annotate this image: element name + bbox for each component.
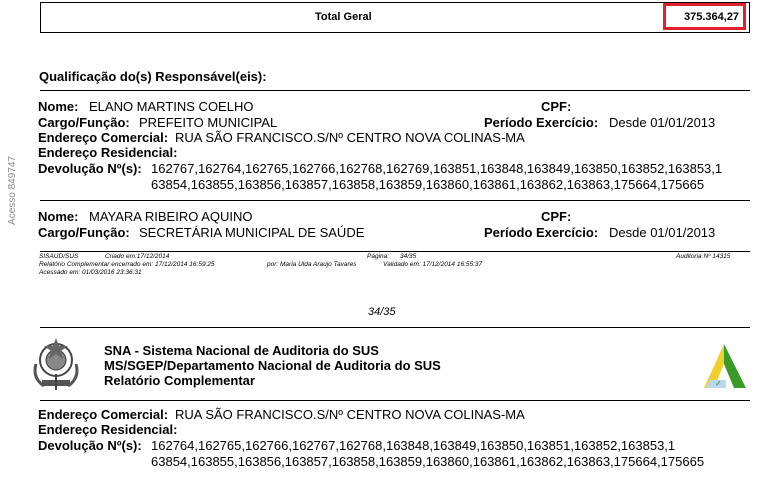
svg-text:✓: ✓ bbox=[715, 379, 722, 388]
periodo-label: Período Exercício: bbox=[484, 115, 599, 130]
page-number: 34/35 bbox=[368, 306, 396, 318]
cargo-value: PREFEITO MUNICIPAL bbox=[139, 115, 278, 130]
cargo-label: Cargo/Função: bbox=[38, 115, 130, 130]
cpf-label: CPF: bbox=[541, 209, 572, 224]
header-line1: SNA - Sistema Nacional de Auditoria do SUS bbox=[104, 343, 379, 358]
footer-sisaud: SISAUD/SUS bbox=[39, 253, 79, 260]
cargo-label: Cargo/Função: bbox=[38, 225, 130, 240]
footer-acessado: Acessado em: 01/03/2016 23:36:31 bbox=[39, 269, 142, 276]
end-residencial-label: Endereço Residencial: bbox=[38, 145, 178, 160]
periodo-value: Desde 01/01/2013 bbox=[609, 225, 716, 240]
footer-por: por: Maria Ulda Araujo Tavares bbox=[267, 261, 357, 268]
end-comercial-label: Endereço Comercial: bbox=[38, 407, 169, 422]
cargo-value: SECRETÁRIA MUNICIPAL DE SAÚDE bbox=[139, 225, 365, 240]
devolucao-line1: 162764,162765,162766,162767,162768,163848,163849,163850,163851,163852,163853,1 bbox=[151, 438, 676, 453]
total-label: Total Geral bbox=[315, 11, 372, 23]
footer-validado: Validado em: 17/12/2014 16:55:37 bbox=[383, 261, 483, 268]
nome-value: MAYARA RIBEIRO AQUINO bbox=[89, 209, 253, 224]
header-line3: Relatório Complementar bbox=[104, 373, 255, 388]
sna-logo-icon bbox=[696, 340, 748, 392]
coat-of-arms-icon bbox=[30, 334, 82, 392]
nome-label: Nome: bbox=[38, 99, 79, 114]
footer-encerrado: Relatório Complementar encerrado em: 17/12/2014 16:59:25 bbox=[39, 261, 215, 268]
access-watermark: Acesso 849747 bbox=[6, 156, 18, 225]
end-comercial-value: RUA SÃO FRANCISCO.S/Nº CENTRO NOVA COLINAS-MA bbox=[175, 130, 525, 145]
footer-pagina-value: 34/35 bbox=[400, 253, 417, 260]
devolucao-line2: 63854,163855,163856,163857,163858,163859,163860,163861,163862,163863,175664,175665 bbox=[151, 177, 705, 192]
section-title: Qualificação do(s) Responsável(eis): bbox=[39, 69, 267, 84]
devolucao-line2: 63854,163855,163856,163857,163858,163859,163860,163861,163862,163863,175664,175665 bbox=[151, 454, 705, 469]
devolucao-label: Devolução Nº(s): bbox=[38, 161, 142, 176]
periodo-value: Desde 01/01/2013 bbox=[609, 115, 716, 130]
header-line2: MS/SGEP/Departamento Nacional de Auditoria do SUS bbox=[104, 358, 441, 373]
nome-label: Nome: bbox=[38, 209, 79, 224]
periodo-label: Período Exercício: bbox=[484, 225, 599, 240]
footer-auditoria: Auditoria Nº 14315 bbox=[676, 253, 731, 260]
brasao-logo bbox=[30, 334, 82, 392]
devolucao-line1: 162767,162764,162765,162766,162768,162769,163851,163848,163849,163850,163852,163853,1 bbox=[151, 161, 723, 176]
total-value: 375.364,27 bbox=[684, 11, 740, 23]
nome-value: ELANO MARTINS COELHO bbox=[89, 99, 254, 114]
cpf-label: CPF: bbox=[541, 99, 572, 114]
sna-logo bbox=[696, 340, 748, 392]
footer-pagina-label: Página: bbox=[367, 253, 390, 260]
end-comercial-value: RUA SÃO FRANCISCO.S/Nº CENTRO NOVA COLINAS-MA bbox=[175, 407, 525, 422]
footer-criado: Criado em:17/12/2014 bbox=[105, 253, 170, 260]
devolucao-label: Devolução Nº(s): bbox=[38, 438, 142, 453]
end-residencial-label: Endereço Residencial: bbox=[38, 422, 178, 437]
end-comercial-label: Endereço Comercial: bbox=[38, 130, 169, 145]
